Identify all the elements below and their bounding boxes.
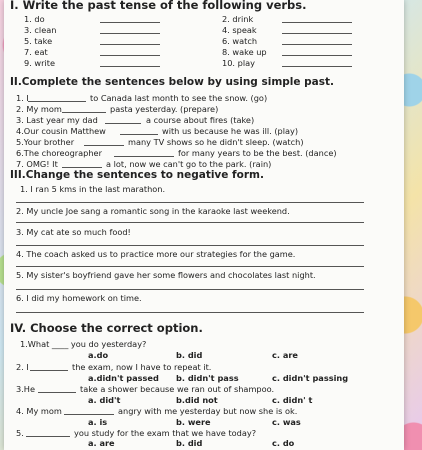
negative-item-6: 6. I did my homework on time. <box>16 293 142 303</box>
verb-6: 6. watch <box>222 36 258 46</box>
question-2-start: 2. I <box>16 362 29 372</box>
sentence-3-blank[interactable] <box>105 123 141 124</box>
section-4-title: IV. Choose the correct option. <box>10 321 203 335</box>
q3-option-b[interactable]: b.did not <box>176 395 218 405</box>
q5-option-a[interactable]: a. are <box>88 438 115 448</box>
sentence-1-start: 1. I <box>16 93 29 103</box>
question-3-end: take a shower because we ran out of shampoo. <box>80 384 275 394</box>
answer-blank-4[interactable] <box>282 33 352 34</box>
sentence-6-end: for many years to be the best. (dance) <box>178 148 337 158</box>
q3-option-a[interactable]: a. did't <box>88 395 121 405</box>
verb-5: 5. take <box>24 36 53 46</box>
verb-4: 4. speak <box>222 25 257 35</box>
answer-line-1[interactable] <box>16 202 364 203</box>
q4-option-a[interactable]: a. is <box>88 417 108 427</box>
sentence-4-end: with us because he was ill. (play) <box>162 126 299 136</box>
q2-option-b[interactable]: b. didn't pass <box>176 373 239 383</box>
question-2-blank[interactable] <box>30 370 68 371</box>
question-4-blank[interactable] <box>64 414 114 415</box>
sentence-6-start: 6.The choreographer <box>16 148 102 158</box>
sentence-2-start: 2. My mom <box>16 104 62 114</box>
sentence-2-end: pasta yesterday. (prepare) <box>110 104 219 114</box>
sentence-2-blank[interactable] <box>62 112 106 113</box>
question-2-end: the exam, now I have to repeat it. <box>72 362 212 372</box>
sentence-3-end: a course about fires (take) <box>146 115 255 125</box>
question-5-start: 5. <box>16 428 24 438</box>
answer-line-2[interactable] <box>16 222 364 223</box>
verb-9: 9. write <box>24 58 55 68</box>
q3-option-c[interactable]: c. didn' t <box>272 395 313 405</box>
sentence-3-start: 3. Last year my dad <box>16 115 98 125</box>
question-5-blank[interactable] <box>26 436 70 437</box>
verb-1: 1. do <box>24 14 45 24</box>
answer-blank-6[interactable] <box>282 44 352 45</box>
negative-item-3: 3. My cat ate so much food! <box>16 227 131 237</box>
answer-blank-7[interactable] <box>100 55 160 56</box>
answer-line-6[interactable] <box>16 312 364 313</box>
q2-option-c[interactable]: c. didn't passing <box>272 373 349 383</box>
sentence-5-blank[interactable] <box>84 145 124 146</box>
answer-blank-9[interactable] <box>100 66 160 67</box>
answer-blank-3[interactable] <box>100 33 160 34</box>
q4-option-b[interactable]: b. were <box>176 417 211 427</box>
sentence-4-blank[interactable] <box>120 134 158 135</box>
sentence-7-start: 7. OMG! It <box>16 159 58 169</box>
q5-option-b[interactable]: b. did <box>176 438 203 448</box>
section-1-title: I. Write the past tense of the following verbs. <box>10 0 307 12</box>
negative-item-1: 1. I ran 5 kms in the last marathon. <box>20 184 166 194</box>
negative-item-5: 5. My sister's boyfriend gave her some flowers and chocolates last night. <box>16 270 316 280</box>
question-3-start: 3.He <box>16 384 36 394</box>
verb-2: 2. drink <box>222 14 254 24</box>
verb-10: 10. play <box>222 58 255 68</box>
sentence-1-blank[interactable] <box>28 101 86 102</box>
section-2-title: II.Complete the sentences below by using simple past. <box>10 76 335 88</box>
question-4-start: 4. My mom <box>16 406 62 416</box>
verb-7: 7. eat <box>24 47 48 57</box>
question-3-blank[interactable] <box>38 392 76 393</box>
q5-option-c[interactable]: c. do <box>272 438 295 448</box>
sentence-7-end: a lot, now we can't go to the park. (rain) <box>106 159 272 169</box>
question-4-end: angry with me yesterday but now she is ok. <box>118 406 298 416</box>
verb-8: 8. wake up <box>222 47 267 57</box>
answer-blank-1[interactable] <box>100 22 160 23</box>
q1-option-b[interactable]: b. did <box>176 350 203 360</box>
sentence-4-start: 4.Our cousin Matthew <box>16 126 106 136</box>
sentence-1-end: to Canada last month to see the snow. (go) <box>90 93 268 103</box>
answer-line-4[interactable] <box>16 266 364 267</box>
q4-option-c[interactable]: c. was <box>272 417 301 427</box>
sentence-7-blank[interactable] <box>62 167 102 168</box>
sentence-5-end: many TV shows so he didn't sleep. (watch) <box>128 137 304 147</box>
q1-option-c[interactable]: c. are <box>272 350 298 360</box>
worksheet <box>4 0 404 450</box>
question-5-end: you study for the exam that we have today? <box>74 428 257 438</box>
answer-blank-2[interactable] <box>282 22 352 23</box>
verb-3: 3. clean <box>24 25 57 35</box>
section-3-title: III.Change the sentences to negative form. <box>10 169 264 181</box>
answer-blank-8[interactable] <box>282 55 352 56</box>
q2-option-a[interactable]: a.didn't passed <box>88 373 159 383</box>
answer-blank-10[interactable] <box>282 66 352 67</box>
answer-line-5[interactable] <box>16 289 364 290</box>
answer-blank-5[interactable] <box>100 44 160 45</box>
sentence-5-start: 5.Your brother <box>16 137 75 147</box>
negative-item-2: 2. My uncle Joe sang a romantic song in the karaoke last weekend. <box>16 206 290 216</box>
sentence-6-blank[interactable] <box>114 156 174 157</box>
negative-item-4: 4. The coach asked us to practice more our strategies for the game. <box>16 249 296 259</box>
question-1: 1.What ____ you do yesterday? <box>20 339 147 349</box>
q1-option-a[interactable]: a.do <box>88 350 109 360</box>
answer-line-3[interactable] <box>16 245 364 246</box>
